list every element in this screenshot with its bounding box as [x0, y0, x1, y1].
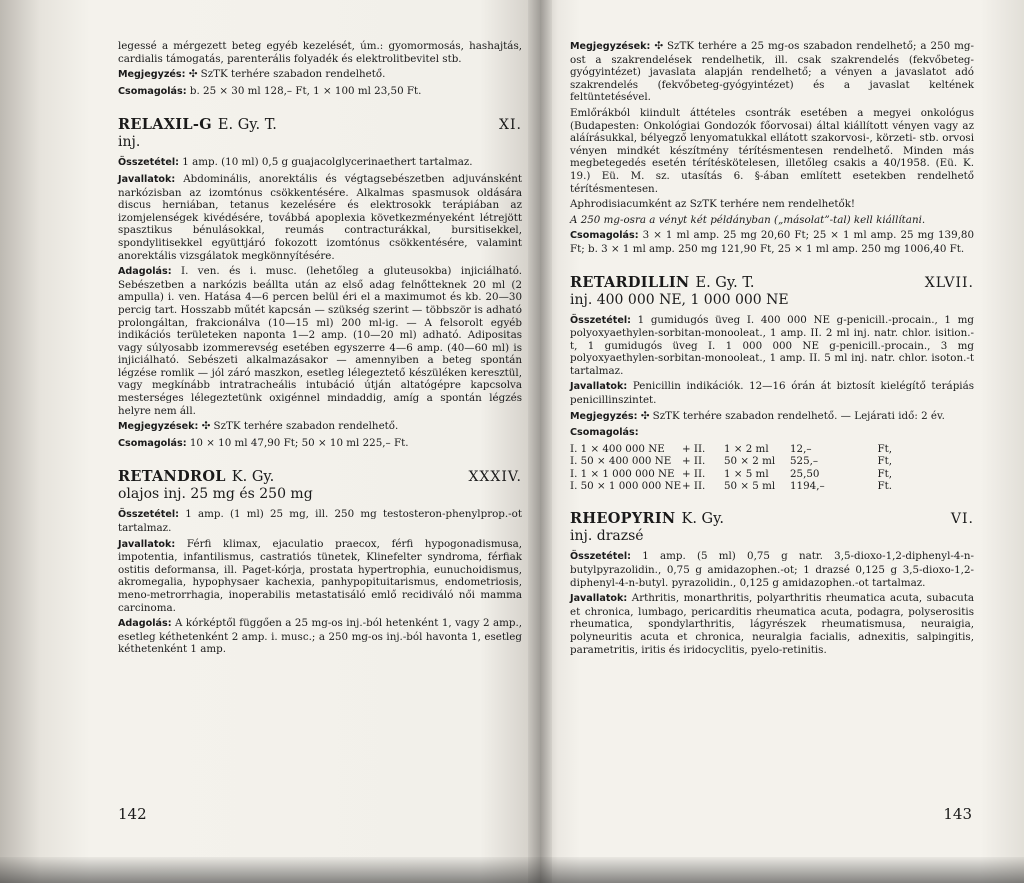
drug-group-number: VI.	[950, 511, 974, 528]
pack-cell: Ft.	[877, 480, 892, 493]
entry-header	[118, 114, 522, 133]
pack-cell: 1 × 2 ml	[724, 442, 769, 455]
pack-cell: 12,–	[790, 442, 812, 455]
indications-label: Javallatok:	[570, 381, 628, 393]
note-label: Megjegyzés:	[570, 410, 638, 422]
note-label: Megjegyzések:	[118, 421, 199, 433]
intro-text: legessé a mérgezett beteg egyéb kezelését, úm.: gyomormosás, hashajtás, cardialis támogatás, parenterális folyadék és elektrolitbevitel stb.	[118, 40, 522, 65]
pack-cell: Ft,	[877, 467, 892, 480]
composition-label: Összetétel:	[118, 157, 179, 169]
entry-header	[570, 508, 974, 527]
indications	[118, 538, 522, 615]
composition-label: Összetétel:	[118, 509, 179, 521]
intro-block-left	[118, 40, 522, 98]
drug-name: RELAXIL-G	[118, 116, 212, 134]
composition-text: 1 gumidugós üveg I. 400 000 NE g-penicill.-procain., 1 mg polyoxyaethylen-sorbitan-monooleat., 1 amp. II. 2 ml inj. natr. chlor. isition.-t, 1 gumidugós üveg I. 1 000 000 NE g-penicill.-procain., 3 mg polyoxyaethylen-sorbitan-monooleat., 1 amp. II. 5 ml inj. natr. chlor. isoton.-t tartalmaz.	[570, 313, 974, 377]
packaging-label-line	[570, 426, 974, 440]
pack-cell: + II.	[682, 480, 706, 493]
pack-cell: 50 × 5 ml	[724, 480, 776, 493]
intro-note	[118, 68, 522, 82]
drug-maker: E. Gy. T.	[217, 117, 277, 134]
dosage-label: Adagolás:	[118, 618, 172, 630]
drug-entry-retandrol	[118, 466, 522, 656]
composition	[570, 314, 974, 378]
drug-form: olajos inj. 25 mg és 250 mg	[118, 486, 313, 503]
composition	[118, 156, 522, 170]
composition-label: Összetétel:	[570, 551, 631, 563]
entry-header	[118, 466, 522, 485]
packaging-label: Csomagolás:	[570, 427, 639, 439]
note-text: ✣ SzTK terhére szabadon rendelhető.	[188, 68, 386, 81]
packaging-text: 3 × 1 ml amp. 25 mg 20,60 Ft; 25 × 1 ml amp. 25 mg 139,80 Ft; b. 3 × 1 ml amp. 250 mg 121,90 Ft, 25 × 1 ml amp. 250 mg 1006,40 Ft.	[570, 229, 974, 255]
oncology-paragraph: Emlőrákból kiindult áttételes csontrák esetében a megyei onkológus (Budapesten: Onkológiai Gondozók főorvosai) által kiállított vényen vagy az aláírásukkal, bélyegző lenyomatukkal ellátott szakorvosi-, körzeti- stb. orvosi vényen mindkét készítmény térítésmentesen rendelhető. Minden más megbetegedés esetén térítéskötelesen, illetőleg csakis a 40/1958. (Eü. K. 19.) Eü. M. sz. utasítás 6. §-ában említett esetekben rendelhető térítésmentesen.	[570, 106, 974, 195]
note	[118, 420, 522, 434]
drug-maker: K. Gy.	[231, 469, 275, 486]
dosage-text: A kórképtől függően a 25 mg-os inj.-ból hetenként 1, vagy 2 amp., esetleg kéthetenként 2 amp. i. musc.; a 250 mg-os inj.-ból havonta 1, esetleg kéthetenként 1 amp.	[118, 617, 522, 656]
drug-form: inj.	[118, 134, 141, 151]
drug-entry-rheopyrin	[570, 508, 974, 656]
dosage	[118, 265, 522, 417]
indications	[118, 173, 522, 262]
composition-text: 1 amp. (5 ml) 0,75 g natr. 3,5-dioxo-1,2-diphenyl-4-n-butylpyrazolidin., 0,75 g amidazophen.-ot; 1 drazsé 0,125 g 3,5-dioxo-1,2-diphenyl-4-n-butyl. pyrazolidin., 0,125 g amidazophen.-ot tartalmaz.	[570, 550, 974, 589]
indications-text: Férfi klimax, ejaculatio praecox, férfi hypogonadismusa, impotentia, infantilismus, castratiós tünetek, Klinefelter syndroma, férfiak ostitis deformansa, ill. Paget-kórja, prostata hypertrophia, eunuchoidismus, akromegalia, hypophysaer kachexia, panhypopituitarismus, endometriosis, meno-metrorrhagia, inoperabilis metastatisáló emlő recidiváló női mamma carcinoma.	[118, 537, 522, 614]
dosage	[118, 617, 522, 656]
intro-pack	[118, 85, 522, 99]
indications-text: Abdominális, anorektális és végtagsebészetben adjuvánsként narkózisban az izomtónus csökkentésére. Alkalmas spasmusok oldására discus herniában, tetanus kezelésére és elektrosokk terápiában az izomjelenségek kivédésére, továbbá apoplexia következményeként létrejött spasztikus bénulásokkal, reumás contracturákkal, bursitisekkel, spondylitisekkel együttjáró fokozott izomtónus csökkentésére, valamint anorektális vizsgálatok megkönnyítésére.	[118, 172, 522, 262]
book-gutter	[528, 0, 552, 883]
drug-maker: K. Gy.	[681, 511, 724, 528]
pack-cell: + II.	[682, 442, 706, 455]
indications	[570, 592, 974, 656]
note-label: Megjegyzés:	[118, 69, 186, 81]
pack-cell: Ft,	[877, 442, 892, 455]
drug-entry-retardillin	[570, 272, 974, 493]
pack-cell: I. 50 × 400 000 NE	[570, 455, 672, 468]
note	[570, 410, 974, 424]
pack-cell: I. 1 × 400 000 NE	[570, 442, 665, 455]
indications-label: Javallatok:	[118, 173, 176, 185]
note	[570, 40, 974, 104]
composition-text: 1 amp. (10 ml) 0,5 g guajacolglycerinaethert tartalmaz.	[182, 156, 473, 169]
indications-label: Javallatok:	[570, 593, 628, 605]
prescription-note: A 250 mg-osra a vényt két példányban („másolat”-tal) kell kiállítani.	[570, 213, 926, 226]
drug-group-number: XI.	[499, 117, 522, 134]
packaging-table	[570, 443, 974, 493]
page-number-left: 142	[118, 805, 147, 823]
intro-block-right	[570, 40, 974, 256]
drug-name: RHEOPYRIN	[570, 510, 676, 528]
indications-label: Javallatok:	[118, 538, 176, 550]
packaging	[118, 437, 522, 451]
packaging-text: 10 × 10 ml 47,90 Ft; 50 × 10 ml 225,– Ft.	[189, 436, 409, 449]
packaging-row	[570, 480, 974, 492]
pack-cell: 1194,–	[790, 480, 825, 493]
packaging	[570, 229, 974, 255]
pack-text: b. 25 × 30 ml 128,– Ft, 1 × 100 ml 23,50 Ft.	[189, 84, 422, 97]
composition	[570, 550, 974, 589]
pack-cell: 50 × 2 ml	[724, 455, 776, 468]
pack-cell: Ft,	[877, 455, 892, 468]
dosage-label: Adagolás:	[118, 266, 172, 278]
indications-text: Arthritis, monarthritis, polyarthritis rheumatica acuta, subacuta et chronica, lumbago, pericarditis rheumatica acuta, podagra, polyserositis rheumatica, spondylarthritis, lágyrészek rheumatismusa, neuraigia, polyneuritis acuta et chronica, neuralgia facialis, adnexitis, salpingitis, parametritis, iritis és iridocyclitis, pyelo-retinitis.	[570, 592, 974, 656]
dosage-text: I. ven. és i. musc. (lehetőleg a gluteusokba) injiciálható. Sebészetben a narkózis beállta után az első adag felnőtteknek 20 ml (2 ampulla) i. ven. Hatása 4—6 percen belül éri el a maximumot és kb. 20—30 percig tart. Hosszabb műtét kapcsán — szükség szerint — többször is adható prolongáltan, frakcionálva (10—15 ml) 200 ml-ig. — A felsorolt egyéb indikációs területeken naponta 1—2 amp. (10—20 ml) adható. Adipositas vagy súlyosabb izommerevség esetében egyszerre 4—6 amp. (40—60 ml) is injiciálható. Sebészeti alkalmazásakor — amennyiben a beteg spontán légzése romlik — jól záró maszkon, esetleg lélegeztető készüléken keresztül, vagy megkínább intratracheális intubáció útján altatógépre kapcsolva mesterséges lélegeztetünk oxigénnel mindaddig, amíg a spontán légzés helyre nem áll.	[118, 265, 523, 417]
packaging-label: Csomagolás:	[570, 230, 639, 242]
drug-group-number: XLVII.	[924, 274, 974, 291]
pack-cell: + II.	[682, 467, 706, 480]
pack-cell: 25,50	[790, 467, 820, 480]
packaging-row	[570, 455, 974, 467]
drug-group-number: XXXIV.	[468, 469, 522, 486]
pack-cell: 525,–	[790, 455, 819, 468]
entry-header	[570, 272, 974, 291]
packaging-row	[570, 443, 974, 455]
note-text: ✣ SzTK terhére szabadon rendelhető.	[201, 420, 399, 433]
pack-cell: + II.	[682, 455, 706, 468]
pack-cell: I. 1 × 1 000 000 NE	[570, 467, 675, 480]
drug-name: RETARDILLIN	[570, 273, 690, 291]
composition-label: Összetétel:	[570, 314, 631, 326]
drug-form: inj. drazsé	[570, 528, 644, 545]
page-bottom-shadow	[0, 857, 1024, 883]
drug-maker: E. Gy. T.	[695, 274, 755, 291]
indications	[570, 380, 974, 406]
drug-form: inj. 400 000 NE, 1 000 000 NE	[570, 291, 789, 308]
pack-cell: I. 50 × 1 000 000 NE	[570, 480, 682, 493]
composition-text: 1 amp. (1 ml) 25 mg, ill. 250 mg testosteron-phenylprop.-ot tartalmaz.	[118, 508, 522, 535]
right-page	[540, 0, 1024, 883]
note-text: ✣ SzTK terhére szabadon rendelhető. — Lejárati idő: 2 év.	[640, 409, 945, 422]
drug-name: RETANDROL	[118, 468, 226, 486]
pack-label: Csomagolás:	[118, 85, 187, 97]
page-number-right: 143	[943, 805, 972, 823]
aphrodisiac-paragraph: Aphrodisiacumként az SzTK terhére nem rendelhetők!	[570, 198, 856, 211]
note-text: ✣ SzTK terhére a 25 mg-os szabadon rendelhető; a 250 mg-ost a szakrendelések rendelhetik, ill. csak szakrendelés (fekvőbeteg-gyógyintézet) javaslata alapján rendelhető; a vényen a javaslatot adó szakrendelés (fekvőbeteg-gyógyintézet) és a javaslat keltének feltüntetésével.	[570, 40, 974, 104]
indications-text: Penicillin indikációk. 12—16 órán át biztosít kielégítő terápiás penicillinszintet.	[570, 380, 975, 407]
packaging-row	[570, 468, 974, 480]
drug-entry-relaxil	[118, 114, 522, 450]
packaging-label: Csomagolás:	[118, 437, 187, 449]
pack-cell: 1 × 5 ml	[724, 467, 769, 480]
composition	[118, 508, 522, 534]
note-label: Megjegyzések:	[570, 41, 651, 52]
